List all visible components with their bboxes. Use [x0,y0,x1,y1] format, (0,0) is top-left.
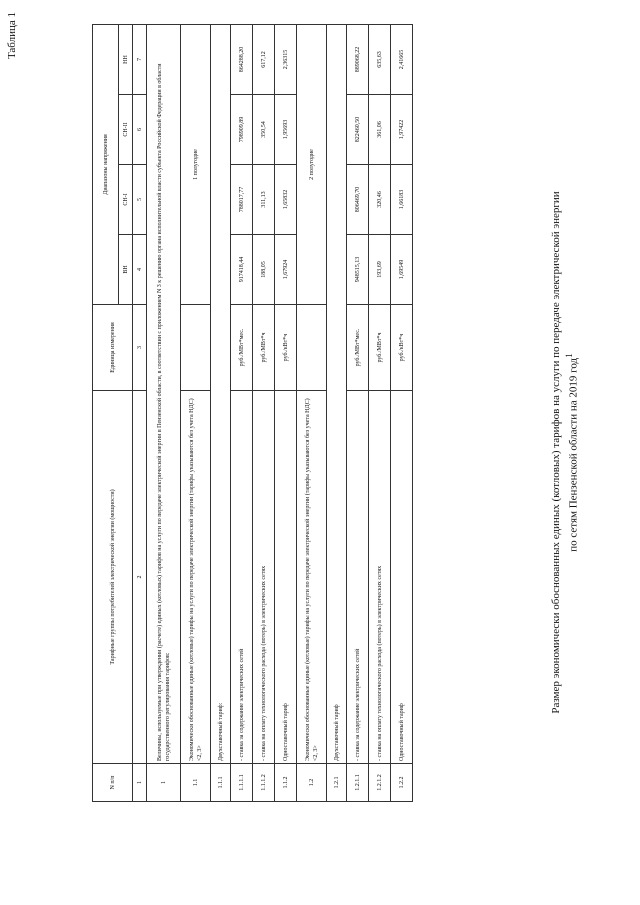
value-cell: 311,13 [253,165,275,235]
table-row [391,24,413,801]
tariff-table [92,24,413,802]
table-row [147,24,181,801]
row-num: 1.2.2 [391,764,413,802]
value-cell: 1,95693 [275,95,297,165]
index-cell: 7 [133,24,147,94]
value-cell: 822460,50 [347,95,369,165]
row-num: 1.2.1 [327,764,347,802]
header-voltage-nn: НН [119,24,133,94]
table-row [347,24,369,801]
table-row [181,24,211,801]
row-text: - ставка на оплату технологического расхода (потерь) в электрических сетях [369,391,391,764]
row-unit-empty [297,305,327,391]
value-cell: 948515,13 [347,235,369,305]
row-num: 1.1.1.2 [253,764,275,802]
row-unit-empty [181,305,211,391]
index-row [133,24,147,801]
value-cell: 350,54 [253,95,275,165]
row-num: 1.1.2 [275,764,297,802]
header-voltage-sn2: СН-II [119,95,133,165]
value-cell: 320,46 [369,165,391,235]
row-num: 1.1.1.1 [231,764,253,802]
value-cell: 864288,20 [231,24,253,94]
half-year-label: 2 полугодие [297,24,327,304]
header-voltage-vn: ВН [119,235,133,305]
value-cell: 2,36315 [275,24,297,94]
row-unit: руб./кВт*ч [275,305,297,391]
value-cell: 635,63 [369,24,391,94]
index-cell: 1 [133,764,147,802]
value-cell: 798909,89 [231,95,253,165]
table-row [253,24,275,801]
row-unit: руб./МВт*мес. [347,305,369,391]
row-text: Одноставочный тариф [275,391,297,764]
table-row [369,24,391,801]
value-cell: 806469,70 [347,165,369,235]
index-cell: 6 [133,95,147,165]
row-text: Двухставочный тариф [327,24,347,763]
header-group: Тарифные группы потребителей электрической энергии (мощности) [93,391,133,764]
index-cell: 5 [133,165,147,235]
value-cell: 917418,44 [231,235,253,305]
value-cell: 188,05 [253,235,275,305]
row-text: Экономически обоснованные единые (котловые) тарифы на услуги по передаче электрической энергии (тарифы указываются без учета НДС) <2, 3> [181,391,211,764]
table-row [327,24,347,801]
title-line-2 [563,0,581,905]
table-row [231,24,253,801]
table-row [211,24,231,801]
header-num: N п/п [93,764,133,802]
value-cell: 889068,22 [347,24,369,94]
row-num: 1.2.1.2 [369,764,391,802]
header-row-1 [93,24,119,801]
value-cell: 193,69 [369,235,391,305]
title-line-1: Размер экономически обоснованных единых (котловых) тарифов на услуги по передаче электрической энергии [550,191,562,714]
index-cell: 3 [133,305,147,391]
table-row [275,24,297,801]
value-cell: 1,67924 [275,235,297,305]
row-text: Одноставочный тариф [391,391,413,764]
row-num: 1 [147,764,181,802]
row-text: - ставка за содержание электрических сетей [231,391,253,764]
row-num: 1.2.1.1 [347,764,369,802]
index-cell: 4 [133,235,147,305]
table-row [297,24,327,801]
row-unit: руб./МВт*ч [253,305,275,391]
header-unit: Единица измерения [93,305,133,391]
value-cell: 1,66183 [391,165,413,235]
row-text: - ставка за содержание электрических сетей [347,391,369,764]
value-cell: 1,65832 [275,165,297,235]
document-title [550,0,581,905]
value-cell: 361,06 [369,95,391,165]
row-num: 1.2 [297,764,327,802]
row-unit: руб./кВт*ч [391,305,413,391]
row-text: - ставка на оплату технологического расхода (потерь) в электрических сетях [253,391,275,764]
value-cell: 1,97422 [391,95,413,165]
value-cell: 617,12 [253,24,275,94]
header-ranges: Диапазоны напряжения [93,24,119,304]
index-cell: 2 [133,391,147,764]
row-num: 1.1.1 [211,764,231,802]
row-unit: руб./МВт*мес. [231,305,253,391]
value-cell: 1,69549 [391,235,413,305]
row-text: Величины, используемые при утверждении (расчете) единых (котловых) тарифов на услуги по передаче электрической энергии в Пензенской области, в соответствии с приложением N 3 к решению органа исполнительной власти субъекта Российской Федерации в области государственного регулирования тарифов: [147,24,181,763]
row-unit: руб./МВт*ч [369,305,391,391]
title-line-2-text: по сетям Пензенской области на 2019 год [567,357,580,552]
header-voltage-sn1: СН-I [119,165,133,235]
table-label: Таблица 1 [6,12,18,60]
row-text: Двухставочный тариф: [211,24,231,763]
half-year-label: 1 полугодие [181,24,211,304]
row-num: 1.1 [181,764,211,802]
title-footnote-mark: 1 [564,353,574,358]
value-cell: 2,41665 [391,24,413,94]
row-text: Экономически обоснованные единые (котловые) тарифы на услуги по передаче электрической энергии (тарифы указываются без учета НДС) <2, 3> [297,391,327,764]
value-cell: 788017,77 [231,165,253,235]
